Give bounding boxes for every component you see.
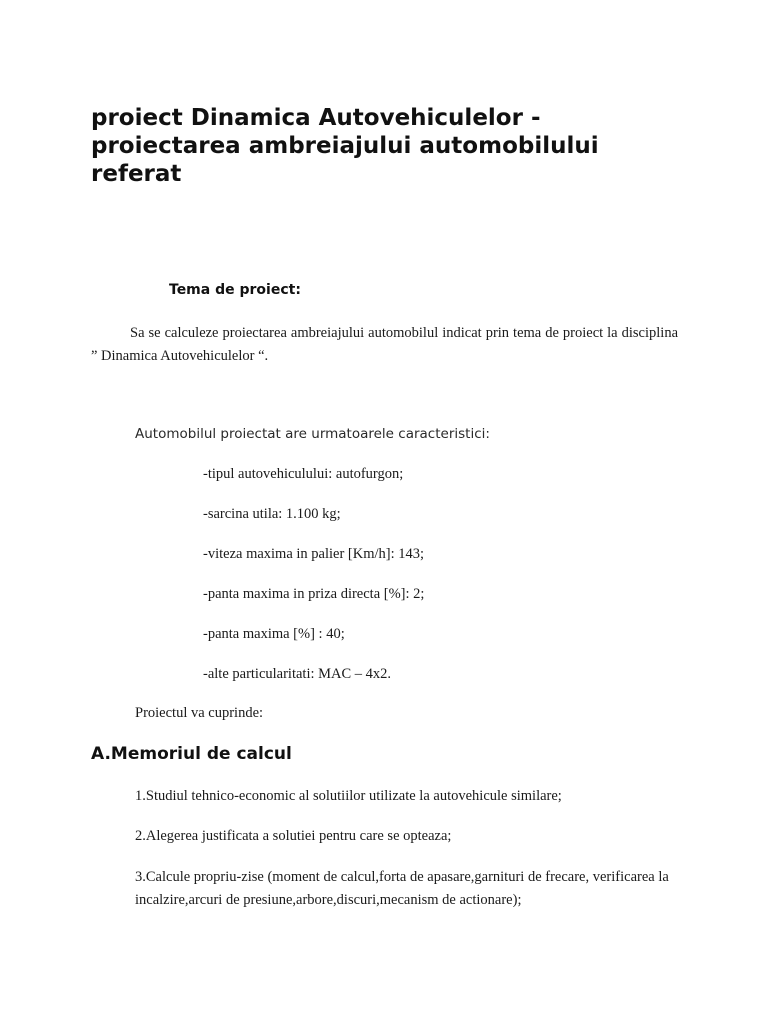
title-line-2: proiectarea ambreiajului automobilului: [91, 133, 599, 159]
spec-item: -viteza maxima in palier [Km/h]: 143;: [203, 546, 425, 562]
tema-heading: Tema de proiect:: [169, 282, 301, 298]
spec-item: -panta maxima in priza directa [%]: 2;: [203, 586, 425, 602]
list-item: 2.Alegerea justificata a solutiei pentru care se opteaza;: [135, 828, 452, 844]
title-line-3: referat: [91, 161, 182, 187]
spec-item: -alte particularitati: MAC – 4x2.: [203, 666, 392, 682]
spec-item: -sarcina utila: 1.100 kg;: [203, 506, 341, 522]
cuprinde-label: Proiectul va cuprinde:: [135, 705, 264, 721]
intro-paragraph: Sa se calculeze proiectarea ambreiajului automobilul indicat prin tema de proiect la disciplina ” Dinamica Autovehiculelor “.: [91, 325, 678, 364]
list-item: 3.Calcule propriu-zise (moment de calcul,forta de apasare,garnituri de frecare, verificarea la incalzire,arcuri de presiune,arbore,discuri,mecanism de actionare);: [135, 869, 669, 908]
caracteristici-heading: Automobilul proiectat are urmatoarele caracteristici:: [135, 426, 490, 442]
list-item: 1.Studiul tehnico-economic al solutiilor utilizate la autovehicule similare;: [135, 788, 562, 804]
spec-item: -tipul autovehiculului: autofurgon;: [203, 466, 404, 482]
section-heading-a: A.Memoriul de calcul: [91, 744, 292, 764]
spec-item: -panta maxima [%] : 40;: [203, 626, 345, 642]
document-title: [91, 104, 711, 188]
title-line-1: proiect Dinamica Autovehiculelor -: [91, 105, 541, 131]
